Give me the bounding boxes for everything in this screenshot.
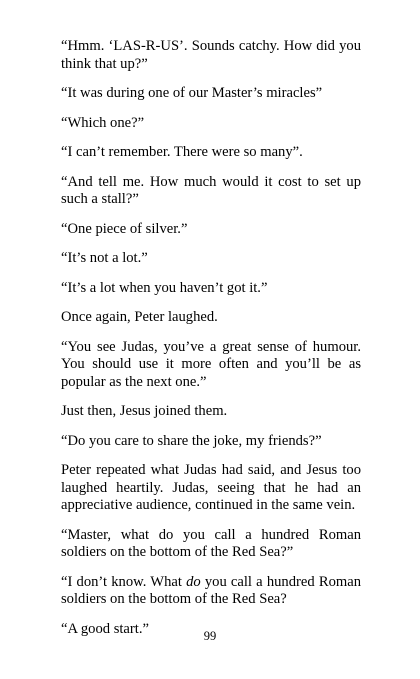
paragraph: Peter repeated what Judas had said, and Jesus too laughed heartily. Judas, seeing that he had an appreciative audience, continued in the same vein. [61, 462, 361, 513]
emphasized-word: do [186, 573, 201, 590]
paragraph: Just then, Jesus joined them. [61, 403, 228, 419]
paragraph: “Do you care to share the joke, my friends?” [61, 432, 322, 449]
paragraph: “You see Judas, you’ve a great sense of humour. You should use it more often and you’ll be as popular as the next one.” [61, 338, 361, 390]
paragraph: “I can’t remember. There were so many”. [61, 144, 303, 160]
paragraph: “Master, what do you call a hundred Roman soldiers on the bottom of the Red Sea?” [61, 526, 361, 560]
book-page-body [61, 38, 361, 650]
paragraph: “One piece of silver.” [61, 220, 188, 237]
paragraph-with-emphasis [61, 574, 361, 609]
paragraph: “It’s not a lot.” [61, 250, 148, 266]
page-number: 99 [203, 629, 217, 643]
paragraph: “Hmm. ‘LAS-R-US’. Sounds catchy. How did you think that up?” [61, 38, 361, 72]
paragraph: “It was during one of our Master’s miracles” [61, 85, 323, 101]
paragraph-text: you call a hundred Roman soldiers on the bottom of the Red Sea? [61, 573, 361, 607]
paragraph: “It’s a lot when you haven’t got it.” [61, 279, 268, 296]
paragraph: “And tell me. How much would it cost to set up such a stall?” [61, 173, 361, 207]
paragraph: “A good start.” [61, 620, 149, 637]
paragraph-text: “I don’t know. What [61, 573, 187, 590]
paragraph: Once again, Peter laughed. [61, 309, 218, 325]
paragraph: “Which one?” [61, 114, 145, 131]
